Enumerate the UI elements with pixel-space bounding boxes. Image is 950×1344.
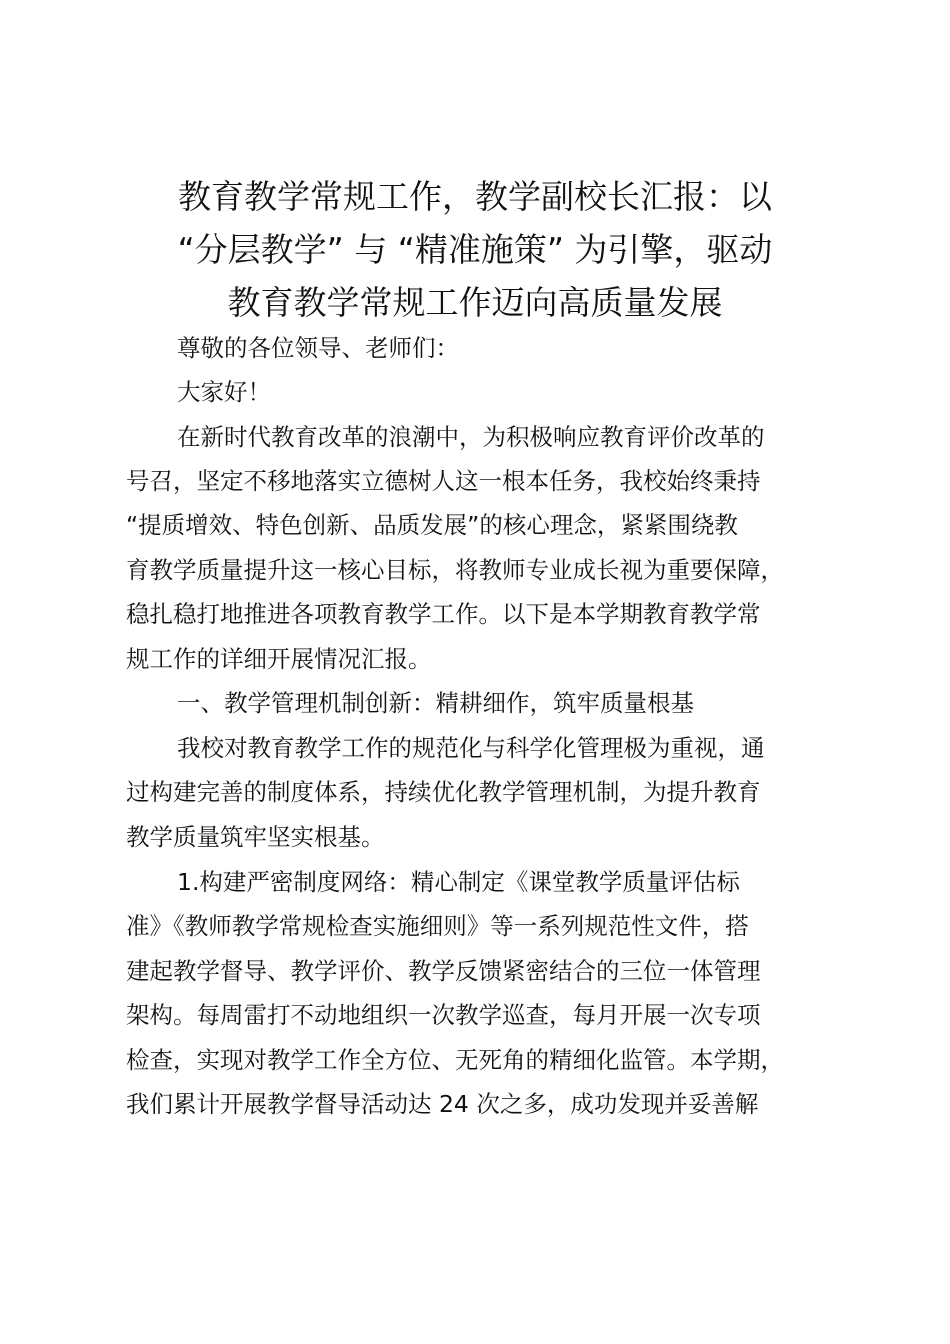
title-line-1: 教育教学常规工作，教学副校长汇报：以 <box>178 177 772 216</box>
item1-line-2: 准》《教师教学常规检查实施细则》等一系列规范性文件，搭 <box>126 912 749 940</box>
intro-line-2: 号召，坚定不移地落实立德树人这一根本任务，我校始终秉持 <box>126 467 761 495</box>
section1-line-2: 过构建完善的制度体系，持续优化教学管理机制，为提升教育 <box>126 778 761 806</box>
title-line-2: “分层教学” 与 “精准施策” 为引擎，驱动 <box>177 230 773 269</box>
item1-line-1: 1.构建严密制度网络：精心制定《课堂教学质量评估标 <box>177 868 740 896</box>
greeting: 大家好！ <box>177 378 271 406</box>
intro-line-5: 稳扎稳打地推进各项教育教学工作。以下是本学期教育教学常 <box>126 600 761 628</box>
intro-line-4: 育教学质量提升这一核心目标，将教师专业成长视为重要保障， <box>126 556 784 584</box>
section1-line-3: 教学质量筑牢坚实根基。 <box>126 823 385 851</box>
intro-line-3: “提质增效、特色创新、品质发展”的核心理念，紧紧围绕教 <box>126 511 738 539</box>
intro-line-6: 规工作的详细开展情况汇报。 <box>126 645 432 673</box>
item1-line-4: 架构。每周雷打不动地组织一次教学巡查，每月开展一次专项 <box>126 1001 761 1029</box>
intro-line-1: 在新时代教育改革的浪潮中，为积极响应教育评价改革的 <box>177 423 765 451</box>
item1-line-5: 检查，实现对教学工作全方位、无死角的精细化监管。本学期， <box>126 1046 784 1074</box>
section-heading-1: 一、教学管理机制创新：精耕细作，筑牢质量根基 <box>177 689 694 717</box>
salutation: 尊敬的各位领导、老师们： <box>177 334 459 362</box>
item1-line-3: 建起教学督导、教学评价、教学反馈紧密结合的三位一体管理 <box>126 957 761 985</box>
item1-line-6: 我们累计开展教学督导活动达 24 次之多，成功发现并妥善解 <box>126 1090 759 1118</box>
section1-line-1: 我校对教育教学工作的规范化与科学化管理极为重视，通 <box>177 734 765 762</box>
title-line-3: 教育教学常规工作迈向高质量发展 <box>227 283 723 322</box>
document-title <box>110 170 840 329</box>
